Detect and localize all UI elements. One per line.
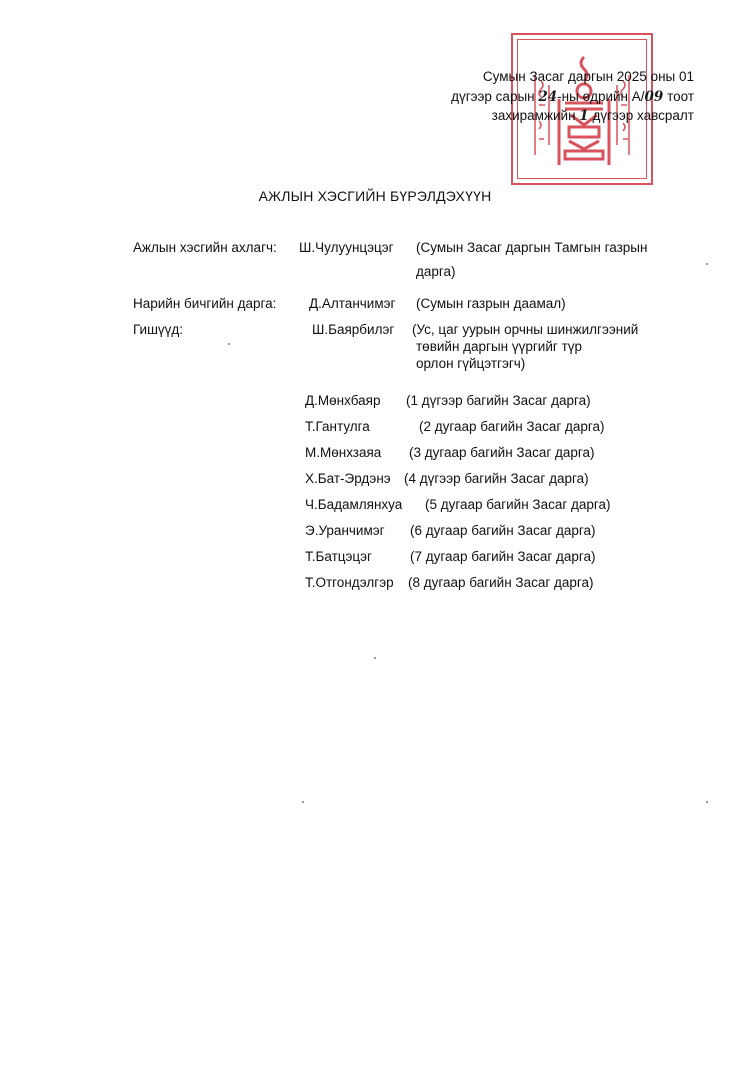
annex-header-line-1: Сумын Засаг даргын 2025 оны 01	[482, 69, 694, 84]
handwritten-annex-number: 1	[579, 108, 589, 124]
member-first-role-line-3: орлон гүйцэтгэгч)	[416, 356, 526, 371]
leader-role-line-1: (Сумын Засаг даргын Тамгын газрын	[416, 240, 648, 255]
member-1-name: Д.Мөнхбаяр	[305, 393, 381, 408]
annex-header-line-2: дүгээр сарын 24-ны өдрийн А/09 тоот	[451, 89, 694, 105]
scan-speck	[228, 343, 230, 345]
member-3-role: (3 дугаар багийн Засаг дарга)	[409, 445, 595, 460]
member-7-role: (7 дугаар багийн Засаг дарга)	[410, 549, 596, 564]
member-5-name: Ч.Бадамлянхуа	[305, 497, 403, 512]
member-4-role: (4 дүгээр багийн Засаг дарга)	[404, 471, 589, 486]
member-1-role: (1 дүгээр багийн Засаг дарга)	[406, 393, 591, 408]
secretary-role: (Сумын газрын даамал)	[416, 296, 566, 311]
secretary-name: Д.Алтанчимэг	[309, 296, 396, 311]
scan-speck	[302, 801, 304, 803]
secretary-label: Нарийн бичгийн дарга:	[133, 296, 277, 311]
member-5-role: (5 дугаар багийн Засаг дарга)	[425, 497, 611, 512]
handwritten-day: 24	[538, 89, 558, 105]
member-first-role-line-2: төвийн даргын үүргийг түр	[416, 339, 583, 354]
member-4-name: Х.Бат-Эрдэнэ	[305, 471, 391, 486]
leader-name: Ш.Чулуунцэцэг	[299, 240, 394, 255]
leader-label: Ажлын хэсгийн ахлагч:	[133, 240, 277, 255]
member-2-name: Т.Гантулга	[305, 419, 370, 434]
member-7-name: Т.Батцэцэг	[305, 549, 372, 564]
scan-speck	[706, 801, 708, 803]
member-6-role: (6 дугаар багийн Засаг дарга)	[410, 523, 596, 538]
member-6-name: Э.Уранчимэг	[305, 523, 385, 538]
scan-speck	[374, 657, 376, 659]
leader-role-line-2: дарга)	[416, 264, 456, 279]
member-3-name: М.Мөнхзаяа	[305, 445, 382, 460]
scan-speck	[706, 263, 708, 265]
member-8-role: (8 дугаар багийн Засаг дарга)	[408, 575, 594, 590]
members-label: Гишүүд:	[133, 322, 184, 337]
annex-header-line-3: захирамжийн 1 дүгээр хавсралт	[491, 108, 694, 124]
member-8-name: Т.Отгондэлгэр	[305, 575, 394, 590]
member-2-role: (2 дугаар багийн Засаг дарга)	[419, 419, 605, 434]
page-title: АЖЛЫН ХЭСГИЙН БҮРЭЛДЭХҮҮН	[258, 188, 492, 204]
handwritten-order-number: 09	[644, 89, 664, 105]
member-first-role-line-1: (Ус, цаг уурын орчны шинжилгээний	[412, 322, 639, 337]
member-first-name: Ш.Баярбилэг	[312, 322, 395, 337]
